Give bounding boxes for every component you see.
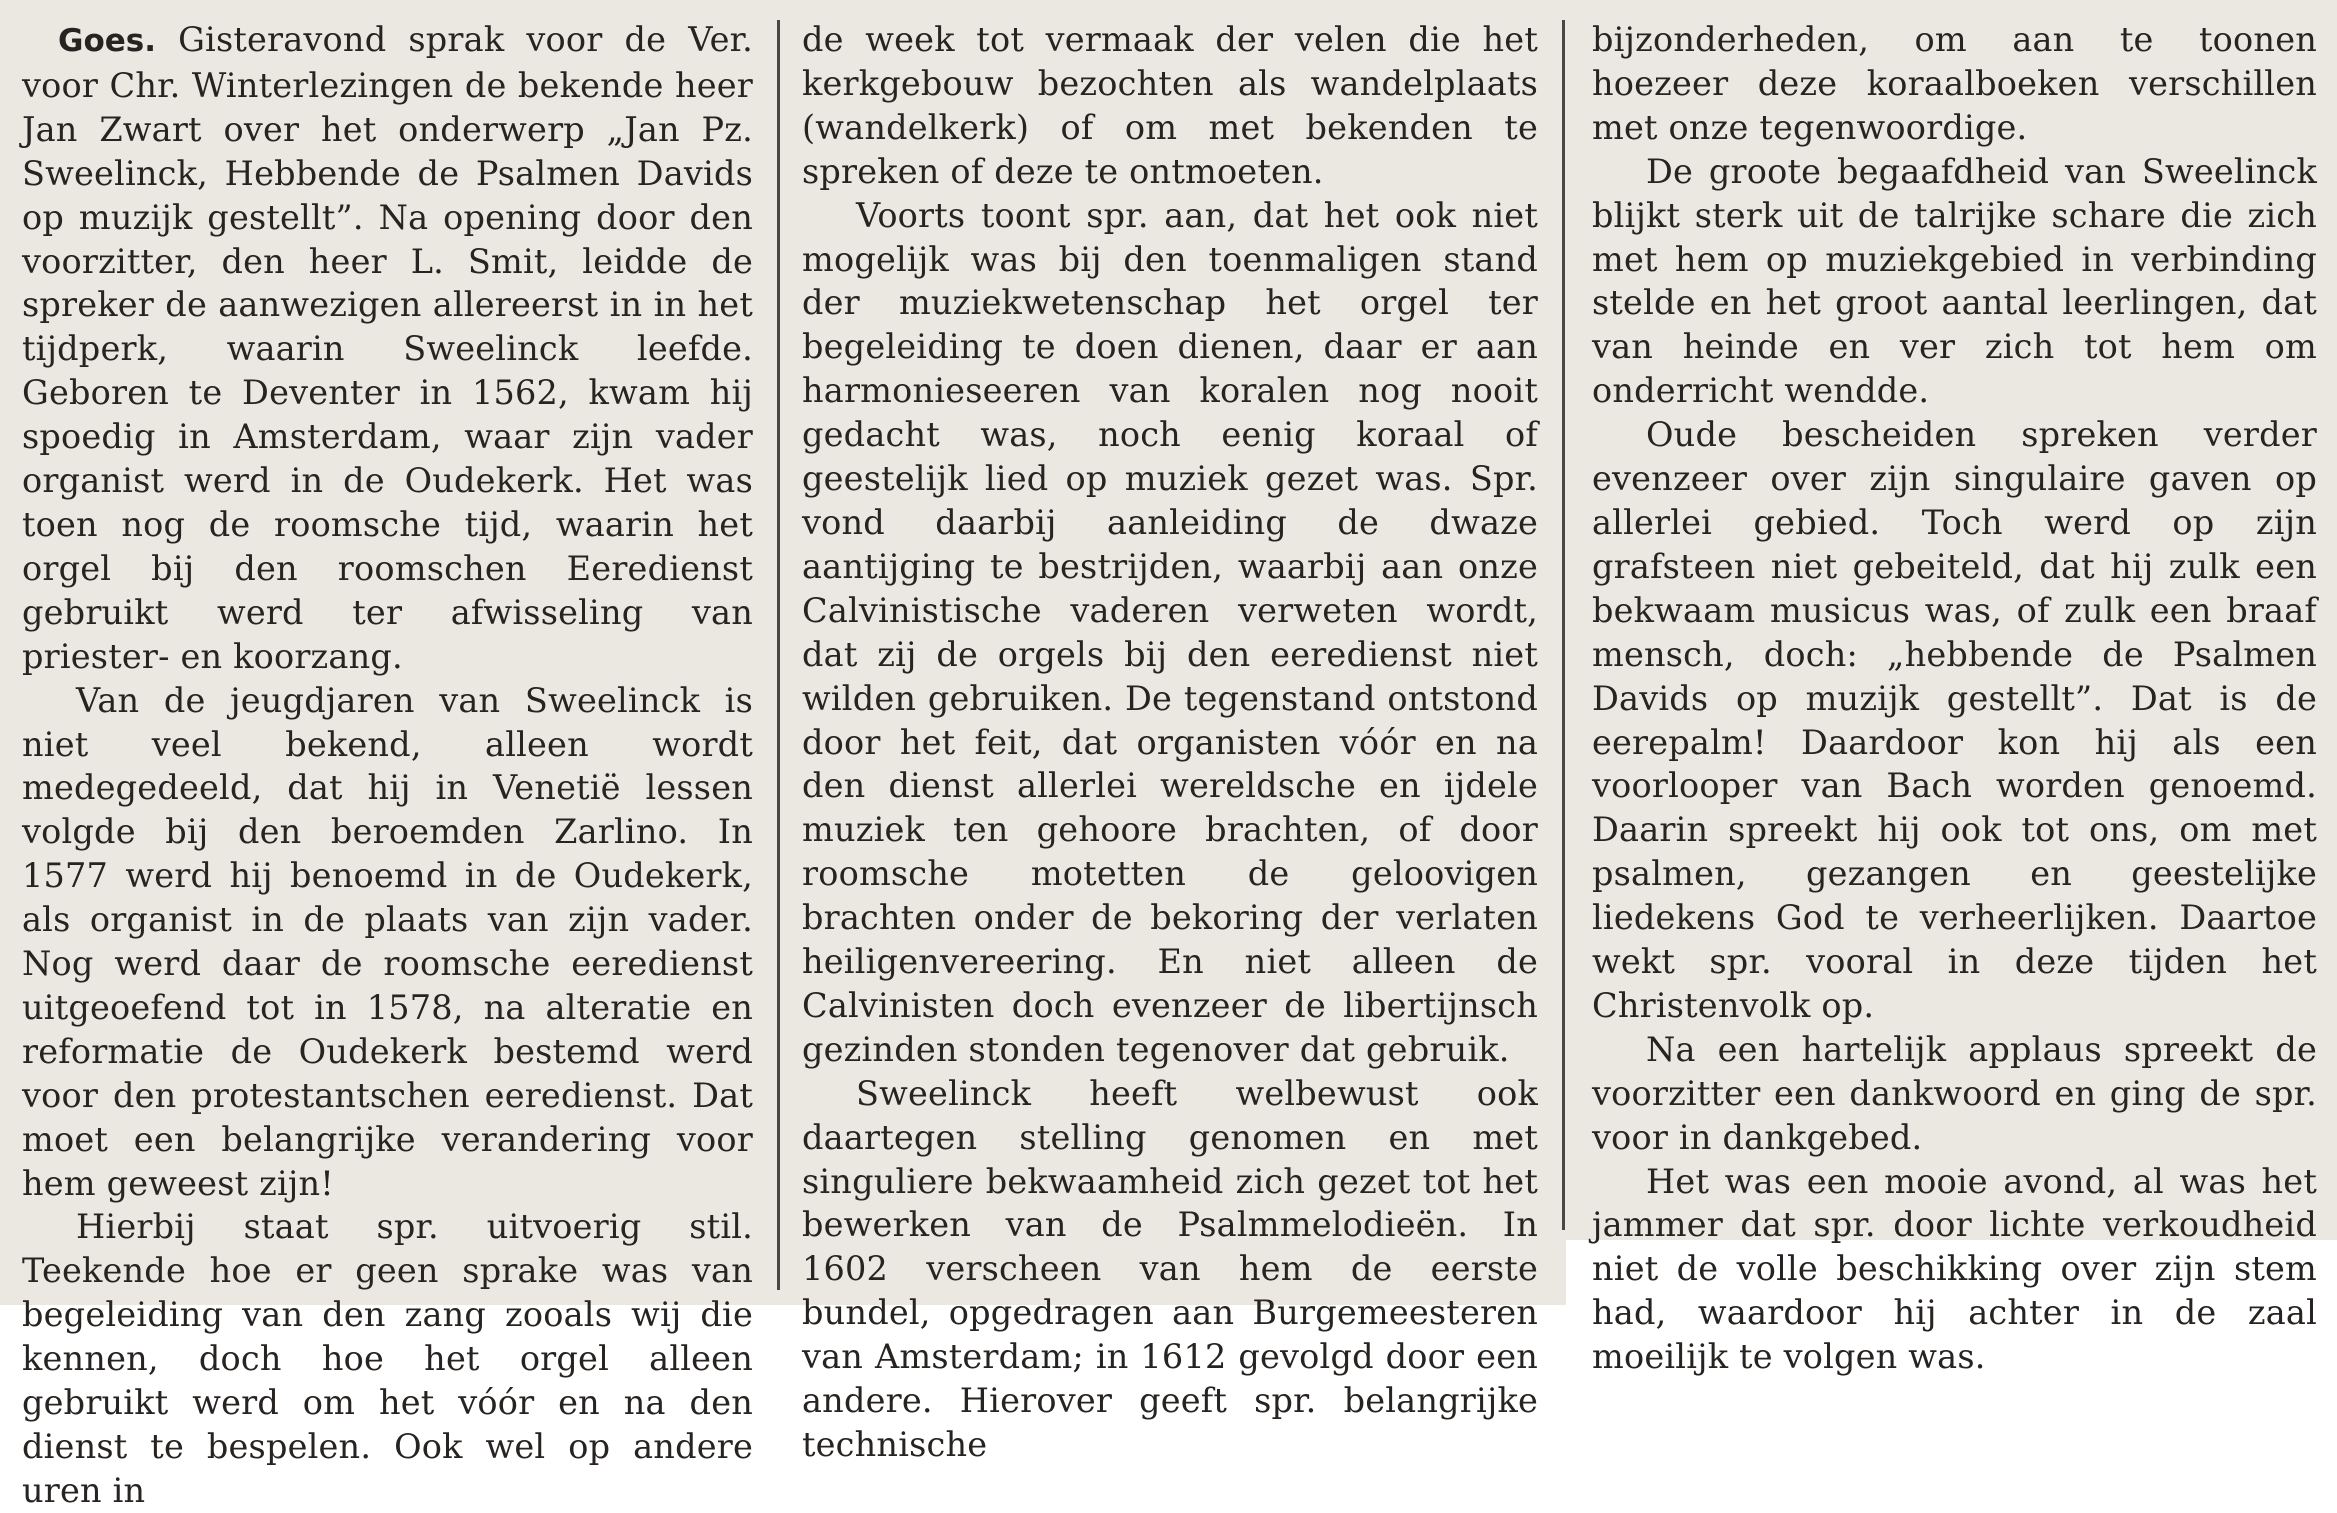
- paragraph: [22, 18, 753, 679]
- paragraph: Van de jeugdjaren van Sweelinck is niet veel bekend, alleen wordt medegedeeld, dat hij in Venetië lessen volgde bij den beroemden Zarlino. In 1577 werd hij benoemd in de Oudekerk, als organist in de plaats van zijn vader. Nog werd daar de roomsche eeredienst uitgeoefend tot in 1578, na alteratie en reformatie de Oudekerk bestemd werd voor den protestantschen eeredienst. Dat moet een belangrijke verandering voor hem geweest zijn!: [22, 680, 753, 1203]
- paragraph-text: Gisteravond sprak voor de Ver. voor Chr. Winterlezingen de bekende heer Jan Zwart over het onderwerp „Jan Pz. Sweelinck, Hebbende de Psalmen Davids op muzijk gestellt”. Na opening door den voorzitter, den heer L. Smit, leidde de spreker de aanwezigen allereerst in in het tijdperk, waarin Sweelinck leefde. Geboren te Deventer in 1562, kwam hij spoedig in Amsterdam, waar zijn vader organist werd in de Oudekerk. Het was toen nog de roomsche tijd, waarin het orgel bij den roomschen Eeredienst gebruikt werd ter afwisseling van priester- en koorzang.: [22, 20, 753, 676]
- column-divider: [1562, 20, 1565, 1230]
- paragraph-continued: de week tot vermaak der velen die het kerkgebouw bezochten als wandelplaats (wandelkerk) of om met bekenden te spreken of deze te ontmoeten.: [802, 20, 1538, 191]
- article-column-1: [22, 18, 753, 1513]
- paragraph: Oude bescheiden spreken verder evenzeer over zijn singulaire gaven op allerlei gebied. Toch werd op zijn grafsteen niet gebeiteld, dat hij zulk een bekwaam musicus was, of zulk een braaf mensch, doch: „hebbende de Psalmen Davids op muzijk gestellt”. Dat is de eerepalm! Daardoor kon hij als een voorlooper van Bach worden genoemd. Daarin spreekt hij ook tot ons, om met psalmen, gezangen en geestelijke liedekens God te verheerlijken. Daartoe wekt spr. vooral in deze tijden het Christenvolk op.: [1592, 415, 2317, 1025]
- paragraph: De groote begaafdheid van Sweelinck blijkt sterk uit de talrijke schare die zich met hem op muziekgebied in verbinding stelde en het groot aantal leerlingen, dat van heinde en ver zich tot hem om onderricht wendde.: [1592, 151, 2317, 411]
- paragraph: Voorts toont spr. aan, dat het ook niet mogelijk was bij den toenmaligen stand der muziekwetenschap het orgel ter begeleiding te doen dienen, daar er aan harmonieseeren van koralen nog nooit gedacht was, noch eenig koraal of geestelijk lied op muziek gezet was. Spr. vond daarbij aanleiding de dwaze aantijging te bestrijden, waarbij aan onze Calvinistische vaderen verweten wordt, dat zij de orgels bij den eeredienst niet wilden gebruiken. De tegenstand ontstond door het feit, dat organisten vóór en na den dienst allerlei wereldsche en ijdele muziek ten gehoore brachten, of door roomsche motetten de geloovigen brachten onder de bekoring der verlaten heiligenvereering. En niet alleen de Calvinisten doch evenzeer de libertijnsch gezinden stonden tegenover dat gebruik.: [802, 195, 1538, 1069]
- column-divider: [777, 20, 780, 1290]
- article-column-2: [802, 18, 1538, 1467]
- paragraph: Sweelinck heeft welbewust ook daartegen stelling genomen en met singuliere bekwaamheid zich gezet tot het bewerken van de Psalmmelodieën. In 1602 verscheen van hem de eerste bundel, opgedragen aan Burgemeesteren van Amsterdam; in 1612 gevolgd door een andere. Hierover geeft spr. belangrijke technische: [802, 1073, 1538, 1464]
- place-name: Goes.: [58, 23, 156, 59]
- paragraph-continued: bijzonderheden, om aan te toonen hoezeer deze koraalboeken verschillen met onze tegenwoordige.: [1592, 20, 2317, 147]
- paragraph: Hierbij staat spr. uitvoerig stil. Teekende hoe er geen sprake was van begeleiding van den zang zooals wij die kennen, doch hoe het orgel alleen gebruikt werd om het vóór en na den dienst te bespelen. Ook wel op andere uren in: [22, 1207, 753, 1510]
- paragraph: Het was een mooie avond, al was het jammer dat spr. door lichte verkoudheid niet de volle beschikking over zijn stem had, waardoor hij achter in de zaal moeilijk te volgen was.: [1592, 1161, 2317, 1377]
- paragraph: Na een hartelijk applaus spreekt de voorzitter een dankwoord en ging de spr. voor in dankgebed.: [1592, 1029, 2317, 1157]
- article-column-3: [1592, 18, 2317, 1379]
